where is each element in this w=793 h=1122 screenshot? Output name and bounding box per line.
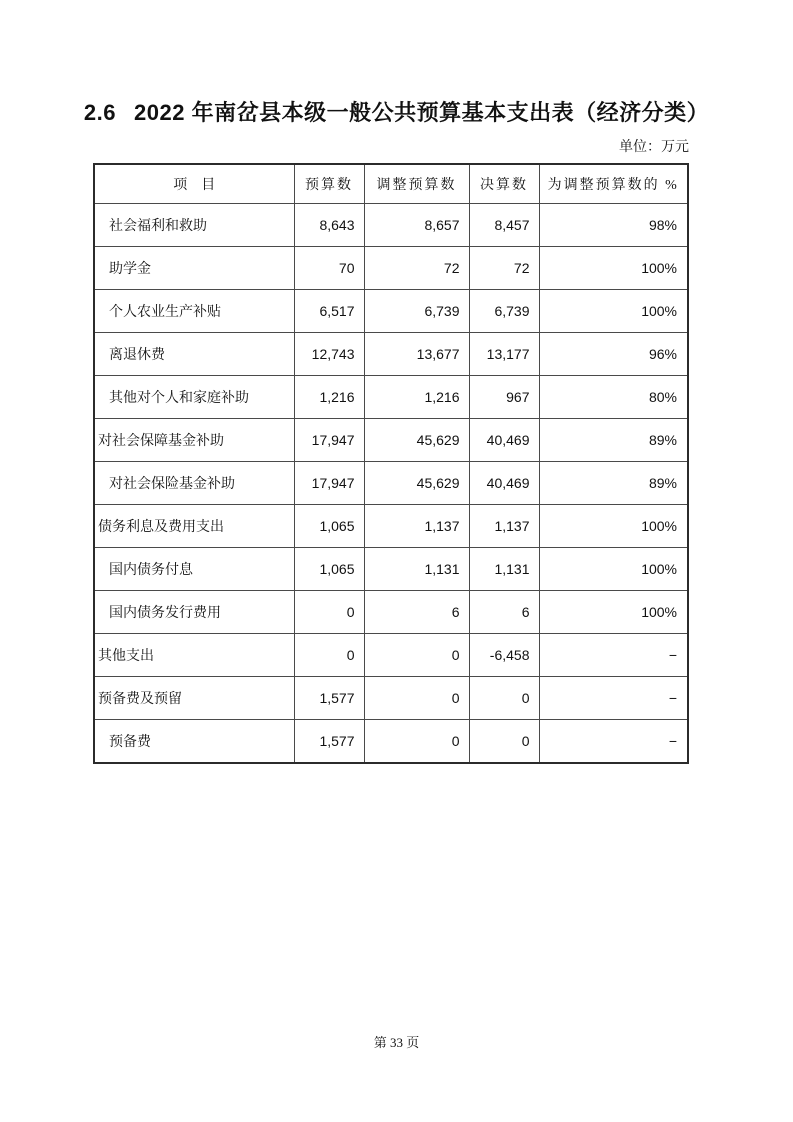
adjusted-cell: 45,629 (364, 462, 469, 505)
item-cell: 国内债务发行费用 (94, 591, 294, 634)
table-header-row (94, 164, 688, 204)
adjusted-cell: 6,739 (364, 290, 469, 333)
budget-cell: 17,947 (294, 462, 364, 505)
budget-cell: 1,065 (294, 505, 364, 548)
table-row (94, 376, 688, 419)
final-cell: 967 (469, 376, 539, 419)
item-cell: 助学金 (94, 247, 294, 290)
budget-cell: 1,577 (294, 720, 364, 764)
item-cell: 对社会保障基金补助 (94, 419, 294, 462)
item-cell: 离退休费 (94, 333, 294, 376)
table-row (94, 419, 688, 462)
pct-cell: 100% (539, 247, 688, 290)
table-row (94, 462, 688, 505)
final-cell: 0 (469, 720, 539, 764)
budget-cell: 17,947 (294, 419, 364, 462)
header-final: 决算数 (469, 164, 539, 204)
adjusted-cell: 72 (364, 247, 469, 290)
table-row (94, 677, 688, 720)
table-row (94, 634, 688, 677)
pct-cell: − (539, 634, 688, 677)
final-cell: 6,739 (469, 290, 539, 333)
title-text: 2022 年南岔县本级一般公共预算基本支出表（经济分类） (134, 100, 710, 125)
item-cell: 个人农业生产补贴 (94, 290, 294, 333)
final-cell: 72 (469, 247, 539, 290)
page-number: 第 33 页 (373, 1035, 420, 1050)
adjusted-cell: 1,131 (364, 548, 469, 591)
budget-cell: 0 (294, 591, 364, 634)
adjusted-cell: 13,677 (364, 333, 469, 376)
pct-cell: 98% (539, 204, 688, 247)
adjusted-cell: 45,629 (364, 419, 469, 462)
item-cell: 国内债务付息 (94, 548, 294, 591)
header-budget: 预算数 (294, 164, 364, 204)
final-cell: 40,469 (469, 419, 539, 462)
adjusted-cell: 0 (364, 634, 469, 677)
budget-cell: 70 (294, 247, 364, 290)
budget-cell: 1,065 (294, 548, 364, 591)
adjusted-cell: 0 (364, 677, 469, 720)
table-row (94, 204, 688, 247)
budget-table (93, 163, 689, 764)
pct-cell: 100% (539, 591, 688, 634)
item-cell: 社会福利和救助 (94, 204, 294, 247)
table-row (94, 505, 688, 548)
table-row (94, 591, 688, 634)
pct-cell: 96% (539, 333, 688, 376)
final-cell: 1,131 (469, 548, 539, 591)
budget-cell: 0 (294, 634, 364, 677)
table-row (94, 720, 688, 764)
adjusted-cell: 6 (364, 591, 469, 634)
pct-cell: 89% (539, 419, 688, 462)
item-cell: 对社会保险基金补助 (94, 462, 294, 505)
pct-cell: − (539, 720, 688, 764)
title-section-number: 2.6 (83, 100, 117, 125)
budget-cell: 8,643 (294, 204, 364, 247)
table-row (94, 247, 688, 290)
final-cell: 0 (469, 677, 539, 720)
pct-cell: 100% (539, 505, 688, 548)
pct-cell: − (539, 677, 688, 720)
pct-cell: 100% (539, 290, 688, 333)
table-row (94, 333, 688, 376)
item-cell: 预备费及预留 (94, 677, 294, 720)
pct-cell: 89% (539, 462, 688, 505)
item-cell: 其他对个人和家庭补助 (94, 376, 294, 419)
pct-cell: 80% (539, 376, 688, 419)
final-cell: -6,458 (469, 634, 539, 677)
item-cell: 债务利息及费用支出 (94, 505, 294, 548)
final-cell: 6 (469, 591, 539, 634)
header-adjusted: 调整预算数 (364, 164, 469, 204)
final-cell: 8,457 (469, 204, 539, 247)
header-pct: 为调整预算数的 % (539, 164, 688, 204)
budget-cell: 6,517 (294, 290, 364, 333)
final-cell: 1,137 (469, 505, 539, 548)
table-row (94, 290, 688, 333)
unit-note: 单位：万元 (619, 140, 689, 155)
page-title (0, 96, 793, 127)
budget-cell: 12,743 (294, 333, 364, 376)
item-cell: 预备费 (94, 720, 294, 764)
final-cell: 13,177 (469, 333, 539, 376)
adjusted-cell: 8,657 (364, 204, 469, 247)
adjusted-cell: 0 (364, 720, 469, 764)
adjusted-cell: 1,216 (364, 376, 469, 419)
budget-cell: 1,577 (294, 677, 364, 720)
final-cell: 40,469 (469, 462, 539, 505)
item-cell: 其他支出 (94, 634, 294, 677)
budget-cell: 1,216 (294, 376, 364, 419)
pct-cell: 100% (539, 548, 688, 591)
adjusted-cell: 1,137 (364, 505, 469, 548)
header-item: 项 目 (94, 164, 294, 204)
table-row (94, 548, 688, 591)
